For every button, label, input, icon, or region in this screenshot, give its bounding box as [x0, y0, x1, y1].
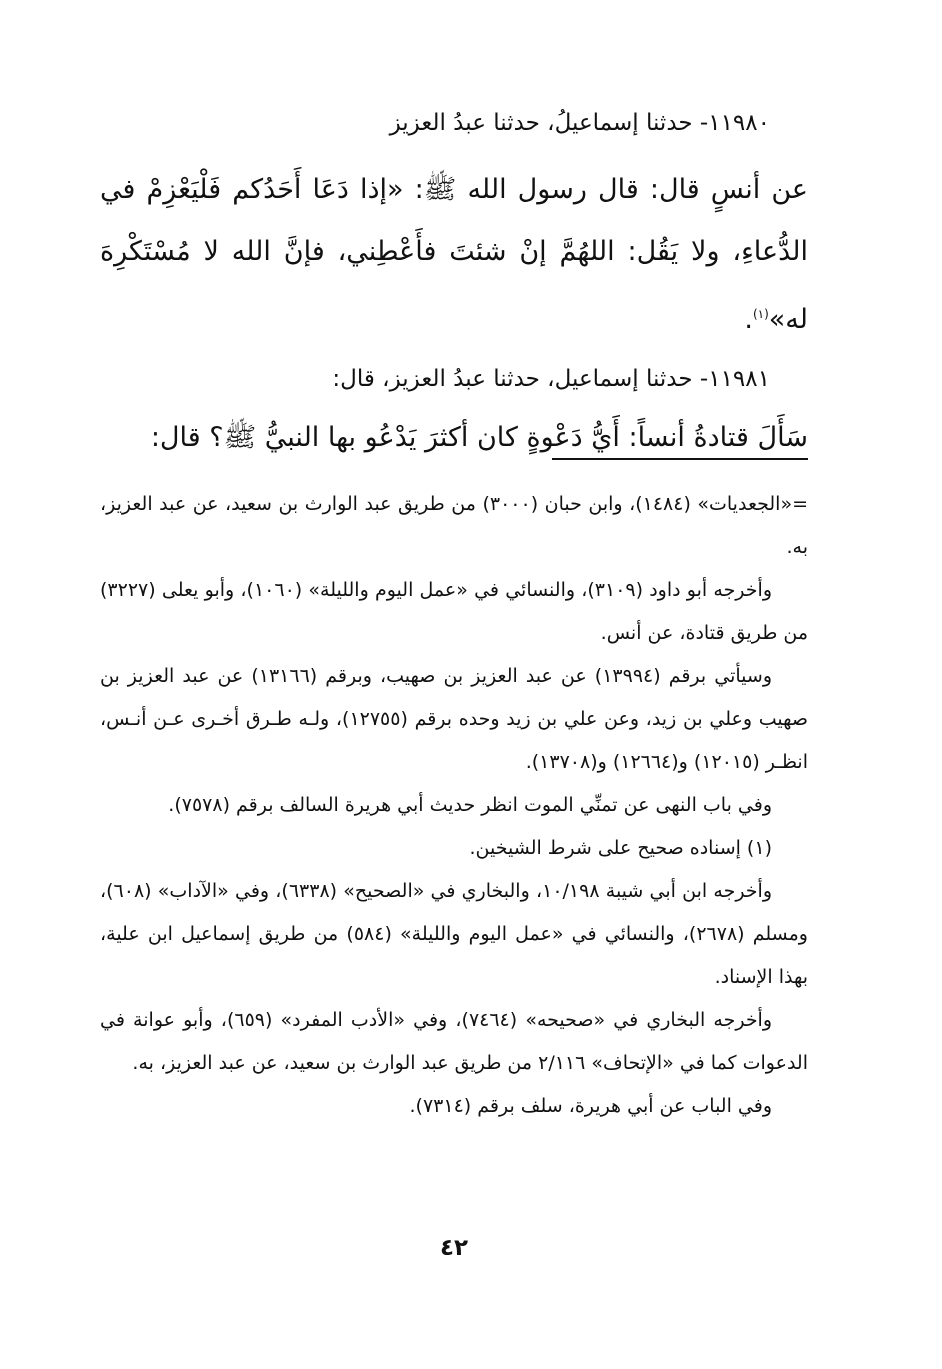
- footnote-paragraph: =«الجعديات» (١٤٨٤)، وابن حبان (٣٠٠٠) من طريق عبد الوارث بن سعيد، عن عبد العزيز، به.: [100, 493, 808, 558]
- page: [100, 95, 808, 1295]
- footnote-marker: (١): [752, 307, 769, 321]
- footnote-paragraph: وفي باب النهى عن تمنِّي الموت انظر حديث أبي هريرة السالف برقم (٧٥٧٨).: [168, 794, 772, 816]
- hadith-body: سَأَلَ قتادةُ أنساً: أَيُّ دَعْوةٍ كان أكثرَ يَدْعُو بها النبيُّ ﷺ؟ قال:: [150, 422, 808, 453]
- hadith-header: ١١٩٨٠- حدثنا إسماعيلُ، حدثنا عبدُ العزيز: [389, 110, 770, 136]
- footnote-paragraph: وأخرجه ابن أبي شيبة ١٠/١٩٨، والبخاري في «الصحيح» (٦٣٣٨)، وفي «الآداب» (٦٠٨)، ومسلم (٢٦٧٨)، والنسائي في «عمل اليوم والليلة» (٥٨٤) من طريق إسماعيل ابن علية، بهذا الإسناد.: [100, 880, 808, 988]
- footnotes: [100, 483, 808, 1128]
- hadith-11980: [100, 95, 808, 351]
- footnote-1: (١) إسناده صحيح على شرط الشيخين.: [469, 837, 772, 859]
- hadith-header: ١١٩٨١- حدثنا إسماعيل، حدثنا عبدُ العزيز، قال:: [332, 366, 770, 392]
- hadith-body-text: عن أنسٍ قال: قال رسول الله ﷺ: «إذا دَعَا أَحَدُكم فَلْيَعْزِمْ في الدُّعاءِ، ولا يَقُل: اللهُمَّ إنْ شئتَ فأَعْطِني، فإنَّ الله لا مُسْتَكْرِهَ له»: [100, 174, 808, 335]
- footnote-separator: [552, 458, 808, 460]
- hadith-11981: [100, 351, 808, 469]
- footnote-paragraph: وفي الباب عن أبي هريرة، سلف برقم (٧٣١٤).: [409, 1095, 772, 1117]
- footnote-paragraph: وأخرجه البخاري في «صحيحه» (٧٤٦٤)، وفي «الأدب المفرد» (٦٥٩)، وأبو عوانة في الدعوات كما في «الإتحاف» ٢/١١٦ من طريق عبد الوارث بن سعيد، عن عبد العزيز، به.: [100, 1009, 808, 1074]
- page-number: ٤٢: [439, 1235, 469, 1261]
- footnote-paragraph: وسيأتي برقم (١٣٩٩٤) عن عبد العزيز بن صهيب، وبرقم (١٣١٦٦) عن عبد العزيز بن صهيب وعلي بن زيد، وعن علي بن زيد وحده برقم (١٢٧٥٥)، ولـه طـرق أخـرى عـن أنـس، انظـر (١٢٠١٥) و(١٢٦٦٤) و(١٣٧٠٨).: [100, 665, 808, 773]
- hadith-body: عن أنسٍ قال: قال رسول الله ﷺ: «إذا دَعَا أَحَدُكم فَلْيَعْزِمْ في الدُّعاءِ، ولا يَقُل: اللهُمَّ إنْ شئتَ فأَعْطِني، فإنَّ الله لا مُسْتَكْرِهَ له»$^{(١)}$.: [100, 174, 808, 335]
- footnote-paragraph: وأخرجه أبو داود (٣١٠٩)، والنسائي في «عمل اليوم والليلة» (١٠٦٠)، وأبو يعلى (٣٢٢٧) من طريق قتادة، عن أنس.: [100, 579, 808, 644]
